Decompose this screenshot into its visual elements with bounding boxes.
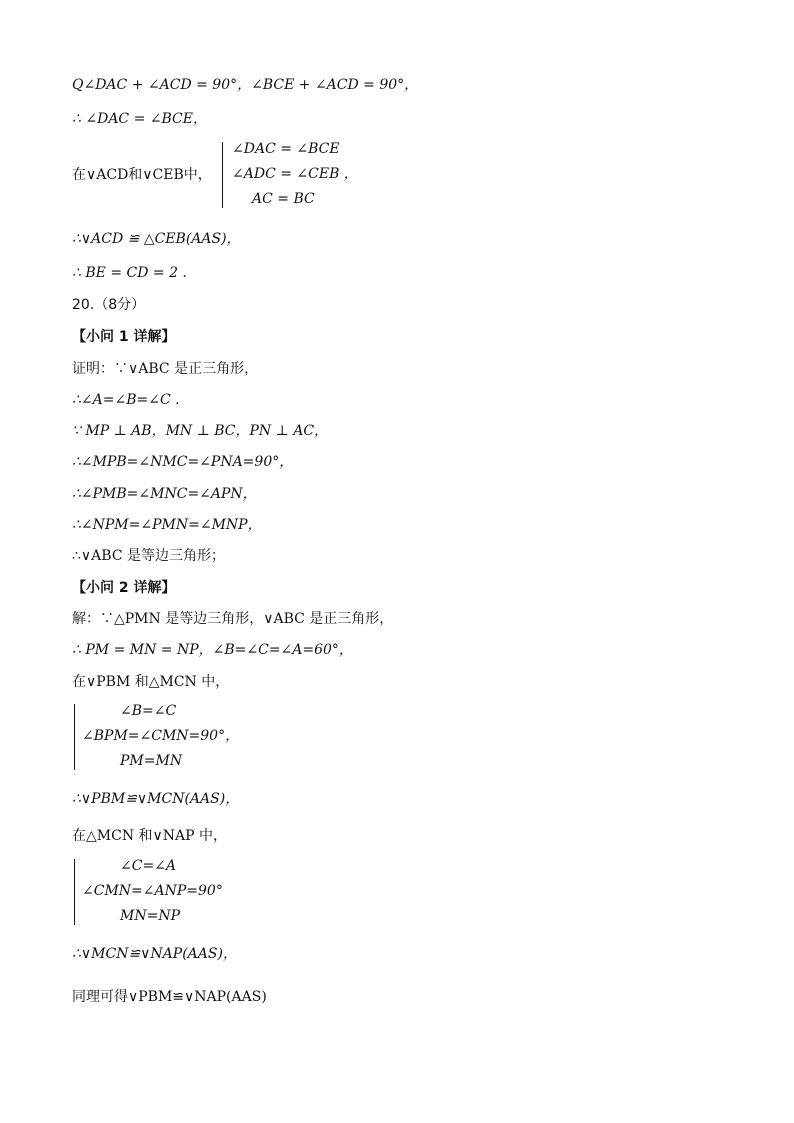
section-heading-2: 【小问 2 详解】 — [72, 580, 176, 596]
congruent-line-3: ∴∨MCN≌∨NAP(AAS)， — [72, 946, 237, 962]
brace — [74, 859, 75, 925]
proof-line: ∴∨ABC 是等边三角形； — [72, 548, 225, 564]
proof-line: ∴∠NPM=∠PMN=∠MNP， — [72, 517, 262, 533]
brace — [222, 142, 223, 208]
system-1 — [220, 138, 420, 212]
proof-line: ∴∠MPB=∠NMC=∠PNA=90°， — [72, 454, 294, 470]
system-1-row: AC = BC — [252, 191, 315, 207]
solution-line: 解：∵△PMN 是等边三角形，∨ABC 是正三角形， — [72, 611, 394, 627]
congruent-line-4: 同理可得∨PBM≌∨NAP(AAS) — [72, 989, 267, 1005]
system-2-row: ∠BPM=∠CMN=90°， — [82, 728, 240, 744]
section-heading-1: 【小问 1 详解】 — [72, 329, 176, 345]
question-number: 20.（8分） — [72, 297, 146, 313]
line-in-triangles: 在∨ACD和∨CEB中， — [72, 167, 212, 183]
solution-line: ∴ PM = MN = NP，∠B=∠C=∠A=60°， — [72, 642, 353, 658]
system-3-row: ∠C=∠A — [120, 858, 177, 874]
proof-line: ∴∠A=∠B=∠C . — [72, 392, 180, 408]
line-congruent-1: ∴∨ACD ≌ △CEB(AAS)， — [72, 231, 241, 247]
system-3-row: MN=NP — [120, 908, 180, 924]
system-2 — [72, 700, 292, 774]
solution-line: 在∨PBM 和△MCN 中， — [72, 674, 230, 690]
system-1-row: ∠DAC = ∠BCE — [232, 141, 340, 157]
system-2-row: PM=MN — [120, 753, 183, 769]
system-3-row: ∠CMN=∠ANP=90° — [82, 883, 223, 899]
proof-line: ∴∠PMB=∠MNC=∠APN， — [72, 486, 257, 502]
system-2-row: ∠B=∠C — [120, 703, 177, 719]
congruent-line-2: ∴∨PBM≌∨MCN(AAS)， — [72, 791, 240, 807]
line-result: ∴ BE = CD = 2 . — [72, 265, 187, 281]
system-1-row: ∠ADC = ∠CEB ， — [232, 166, 358, 182]
system-3 — [72, 855, 292, 929]
brace — [74, 704, 75, 770]
line-angle-equal: ∴ ∠DAC = ∠BCE， — [72, 111, 207, 127]
line-angle-sum: Q∠DAC + ∠ACD = 90°，∠BCE + ∠ACD = 90°， — [72, 77, 419, 93]
solution-line: 在△MCN 和∨NAP 中， — [72, 828, 227, 844]
proof-line: ∵ MP ⊥ AB，MN ⊥ BC，PN ⊥ AC， — [72, 423, 329, 439]
proof-line: 证明：∵∨ABC 是正三角形， — [72, 361, 259, 377]
